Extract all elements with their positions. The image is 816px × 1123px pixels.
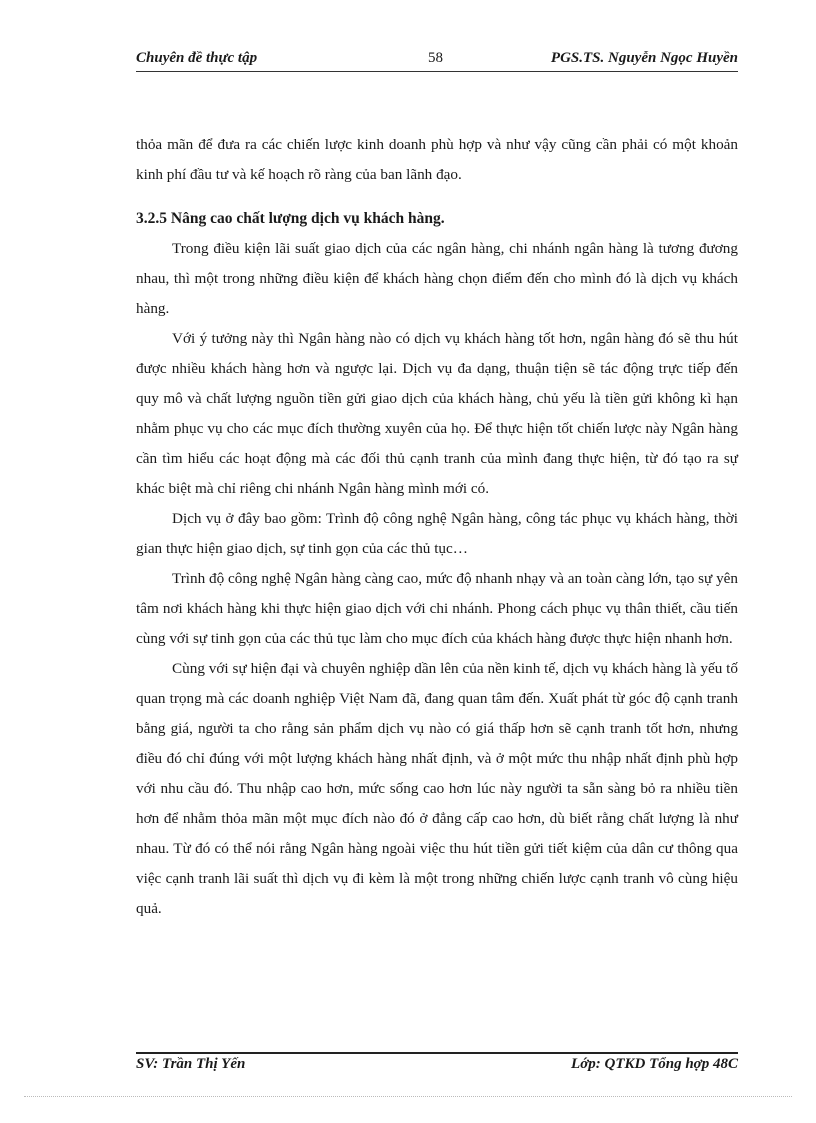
paragraph-1: Trong điều kiện lãi suất giao dịch của các ngân hàng, chi nhánh ngân hàng là tương đương nhau, thì một trong những điều kiện để khách hàng chọn điểm đến cho mình đó là dịch vụ khách hàng. [136, 240, 738, 317]
page-edge-line [24, 1096, 792, 1097]
page-header [136, 48, 738, 72]
header-title: Chuyên đề thực tập [136, 50, 258, 66]
continuation-paragraph: thỏa mãn để đưa ra các chiến lược kinh doanh phù hợp và như vậy cũng cần phải có một khoản kinh phí đầu tư và kế hoạch rõ ràng của ban lãnh đạo. [136, 136, 738, 183]
header-divider [136, 71, 738, 72]
header-author: PGS.TS. Nguyễn Ngọc Huyền [550, 50, 738, 66]
document-body [136, 130, 738, 924]
paragraph-2: Với ý tưởng này thì Ngân hàng nào có dịch vụ khách hàng tốt hơn, ngân hàng đó sẽ thu hút được nhiều khách hàng hơn và ngược lại. Dịch vụ đa dạng, thuận tiện sẽ tác động trực tiếp đến quy mô và chất lượng nguồn tiền gửi giao dịch của khách hàng, chủ yếu là tiền gửi không kì hạn nhằm phục vụ cho các mục đích thường xuyên của họ. Để thực hiện tốt chiến lược này Ngân hàng cần tìm hiểu các hoạt động mà các đối thủ cạnh tranh của mình đang thực hiện, từ đó tạo ra sự khác biệt mà chỉ riêng chi nhánh Ngân hàng mình mới có. [136, 330, 738, 497]
footer-class: Lớp: QTKD Tổng hợp 48C [571, 1056, 738, 1072]
paragraph-3: Dịch vụ ở đây bao gồm: Trình độ công nghệ Ngân hàng, công tác phục vụ khách hàng, thời gian thực hiện giao dịch, sự tinh gọn của các thủ tục… [136, 510, 738, 557]
section-heading: 3.2.5 Nâng cao chất lượng dịch vụ khách hàng. [136, 210, 445, 227]
page-footer [136, 1056, 738, 1080]
footer-student: SV: Trần Thị Yến [136, 1056, 246, 1072]
footer-divider [136, 1052, 738, 1054]
paragraph-5: Cùng với sự hiện đại và chuyên nghiệp dần lên của nền kinh tế, dịch vụ khách hàng là yếu tố quan trọng mà các doanh nghiệp Việt Nam đã, đang quan tâm đến. Xuất phát từ góc độ cạnh tranh bằng giá, người ta cho rằng sản phẩm dịch vụ nào có giá thấp hơn sẽ cạnh tranh tốt hơn, nhưng điều đó chỉ đúng với một lượng khách hàng nhất định, và ở một mức thu nhập nhất định phù hợp với nhu cầu đó. Thu nhập cao hơn, mức sống cao hơn lúc này người ta sẵn sàng bỏ ra nhiều tiền hơn để nhằm thỏa mãn một mục đích nào đó ở đẳng cấp cao hơn, dù biết rằng chất lượng là như nhau. Từ đó có thể nói rằng Ngân hàng ngoài việc thu hút tiền gửi tiết kiệm của dân cư thông qua việc cạnh tranh lãi suất thì dịch vụ đi kèm là một trong những chiến lược cạnh tranh vô cùng hiệu quả. [136, 660, 738, 917]
page-number: 58 [428, 50, 443, 66]
paragraph-4: Trình độ công nghệ Ngân hàng càng cao, mức độ nhanh nhạy và an toàn càng lớn, tạo sự yên tâm nơi khách hàng khi thực hiện giao dịch với chi nhánh. Phong cách phục vụ thân thiết, cầu tiến cùng với sự tinh gọn của các thủ tục làm cho mục đích của khách hàng được thực hiện nhanh hơn. [136, 570, 738, 647]
